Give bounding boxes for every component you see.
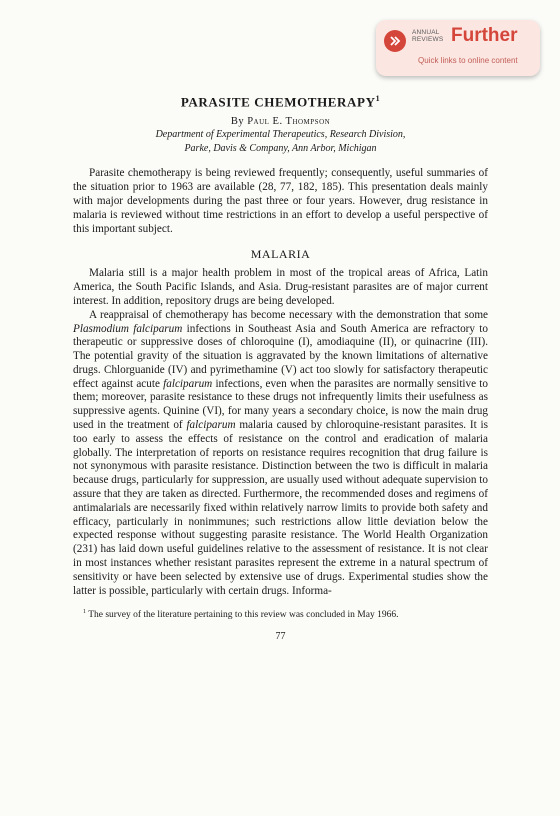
banner-further-label: Further xyxy=(451,25,518,46)
banner-subtitle: Quick links to online content xyxy=(418,56,518,65)
footnote: $^1$ The survey of the literature pertaining to this review was concluded in May 1966. xyxy=(83,609,399,621)
article-title: PARASITE CHEMOTHERAPY$^1$ xyxy=(180,94,381,110)
section-heading-malaria: MALARIA xyxy=(250,247,311,262)
author-line: By Paul E. Thompson xyxy=(230,116,331,128)
article-page xyxy=(73,94,488,642)
intro-paragraph: Parasite chemotherapy is being reviewed frequently; consequently, useful summaries of the situation prior to 1963 are available (28, 77, 182, 185). This presentation deals mainly with major developments during the past three or four years. However, drug resistance in malaria is reviewed without time restrictions in an effort to develop a useful perspective of this important subject. xyxy=(73,167,488,235)
page-number: 77 xyxy=(275,630,286,642)
footnote-mark: 1 xyxy=(83,609,86,616)
malaria-paragraph-1: Malaria still is a major health problem in most of the tropical areas of Africa, Latin America, the South Pacific Islands, and Asia. Drug-resistant parasites are of major current interest. In addition, repository drugs are being developed. xyxy=(73,267,488,307)
malaria-paragraph-2: A reappraisal of chemotherapy has become necessary with the demonstration that some Plasmodium falciparum infections in Southeast Asia and South America are refractory to therapeutic or suppressive doses of chloroquine (I), amodiaquine (II), or quinacrine (III). The potential gravity of the situation is aggravated by the known limitations of alternative drugs. Chlorguanide (IV) and pyrimethamine (V) act too slowly for satisfactory therapeutic effect against acute falciparum infections, even when the parasites are normally sensitive to them; moreover, parasite resistance to these drugs not infrequently limits their usefulness as suppressive agents. Quinine (VI), for many years a secondary choice, is now the main drug used in the treatment of falciparum malaria caused by chloroquine-resistant parasites. It is too early to assess the effects of resistance on the control and eradication of malaria globally. The interpretation of reports on resistance requires recognition that drug failure is not synonymous with parasite resistance. Distinction between the two is difficult in malaria because drugs, particularly for suppression, are usually used without adequate supervision to assure that they are taken as directed. Furthermore, the recommended doses and regimens of antimalarials are necessarily fixed within relatively narrow limits to provide both safety and efficacy, particularly in nonimmunes; such restrictions allow little deviation below the expected response without suggesting parasite resistance. The World Health Organization (231) has laid down useful guidelines relative to the assessment of resistance. It is not clear in most instances whether resistant parasites represent the extreme in a natural spectrum of sensitivity or have been selected by extensive use of drugs. Experimental studies show the latter is possible, particularly with certain drugs. Informa- xyxy=(73,308,488,597)
annual-reviews-logo-icon xyxy=(384,30,406,52)
affiliation: Department of Experimental Therapeutics, Research Division, Parke, Davis & Company, Ann Arbor, Michigan xyxy=(155,129,406,155)
author-name: Paul E. Thompson xyxy=(247,116,331,128)
title-footnote-mark[interactable]: 1 xyxy=(375,94,381,103)
article-body xyxy=(73,167,488,598)
further-banner-link[interactable] xyxy=(376,20,540,76)
annual-reviews-wordmark: ANNUAL REVIEWS xyxy=(412,29,444,43)
